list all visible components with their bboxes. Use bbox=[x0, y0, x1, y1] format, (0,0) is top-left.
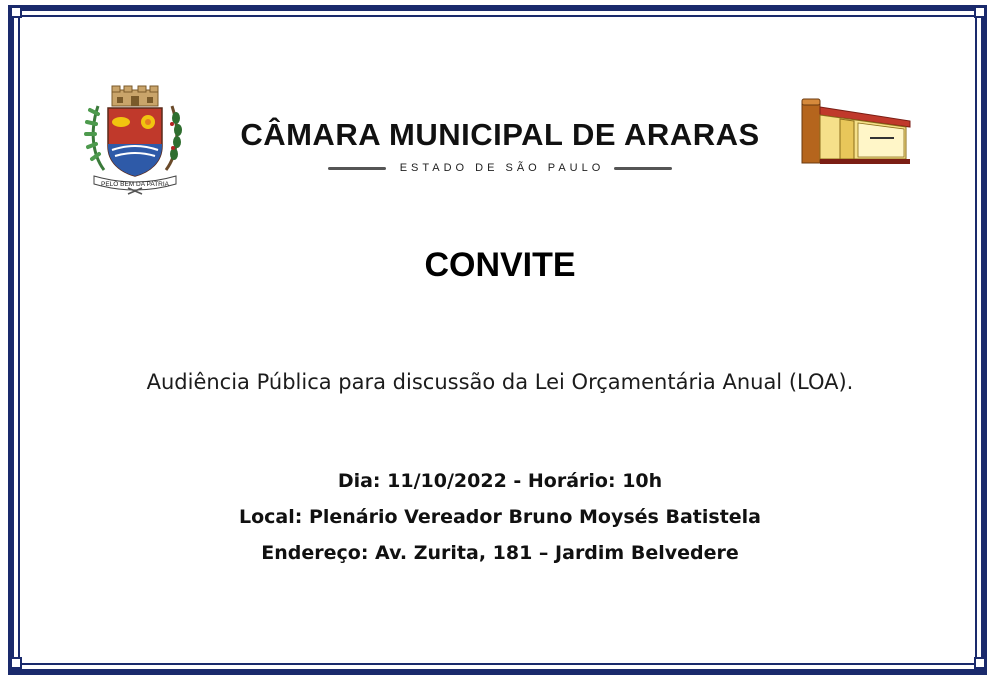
subtitle-right-rule bbox=[614, 167, 672, 170]
crest-mural-crown bbox=[112, 86, 158, 106]
crest-left-branch bbox=[86, 106, 104, 170]
event-details bbox=[150, 468, 850, 576]
crest-right-branch bbox=[166, 106, 182, 170]
frame-corner-top-left bbox=[10, 6, 22, 18]
institution-title: CÂMARA MUNICIPAL DE ARARAS bbox=[240, 117, 760, 152]
state-subtitle: ESTADO DE SÃO PAULO bbox=[399, 162, 605, 174]
chamber-building-logo-icon bbox=[800, 97, 918, 167]
event-address: Endereço: Av. Zurita, 181 – Jardim Belvedere bbox=[261, 542, 739, 564]
crest-shield bbox=[108, 108, 162, 176]
invitation-heading: CONVITE bbox=[424, 246, 576, 284]
crest-motto-ribbon bbox=[94, 176, 176, 190]
event-location: Local: Plenário Vereador Bruno Moysés Batistela bbox=[238, 506, 761, 528]
subtitle-left-rule bbox=[328, 167, 386, 170]
invitation-description: Audiência Pública para discussão da Lei Orçamentária Anual (LOA). bbox=[146, 370, 854, 394]
crest-motto-text: PELO BEM DA PATRIA bbox=[100, 181, 170, 188]
subtitle-row bbox=[300, 160, 700, 176]
frame-corner-top-right bbox=[974, 6, 986, 18]
frame-corner-bottom-right bbox=[974, 657, 986, 669]
event-date-time: Dia: 11/10/2022 - Horário: 10h bbox=[337, 470, 663, 492]
city-coat-of-arms-icon bbox=[84, 84, 186, 196]
frame-corner-bottom-left bbox=[10, 657, 22, 669]
